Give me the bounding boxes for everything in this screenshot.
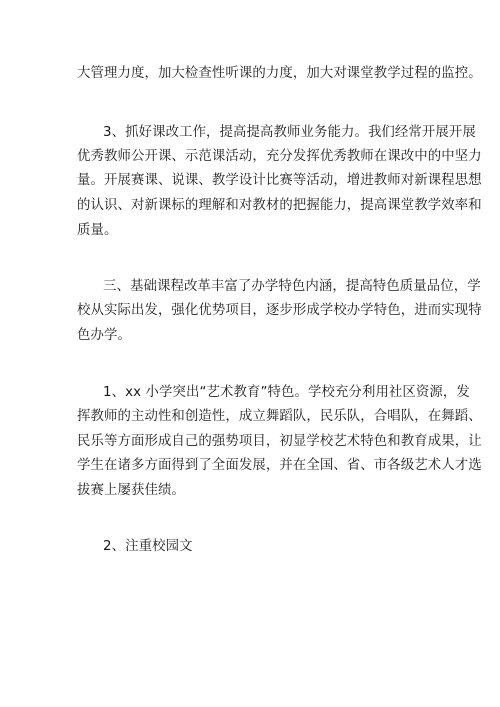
text-line-13: 学生在诸多方面得到了全面发展，并在全国、省、市各级艺术人才选 <box>77 458 482 473</box>
text-line-2: 3、抓好课改工作，提高提高教师业务能力。我们经常开展开展 <box>103 125 476 140</box>
text-line-1: 大管理力度，加大检查性听课的力度，加大对课堂教学过程的监控。 <box>77 66 482 81</box>
text-line-10: 1、xx 小学突出“艺术教育”特色。学校充分利用社区资源，发 <box>103 385 470 400</box>
text-line-7: 三、基础课程改革丰富了办学特色内涵，提高特色质量品位，学 <box>103 279 481 294</box>
text-line-14: 拔赛上屡获佳绩。 <box>77 483 185 498</box>
text-line-8: 校从实际出发，强化优势项目，逐步形成学校办学特色，进而实现特 <box>77 303 482 318</box>
text-line-12: 民乐等方面形成自己的强势项目，初显学校艺术特色和教育成果，让 <box>77 434 482 449</box>
text-line-15: 2、注重校园文 <box>103 539 193 554</box>
text-line-3: 优秀教师公开课、示范课活动，充分发挥优秀教师在课改中的中坚力 <box>77 149 482 164</box>
text-line-9: 色办学。 <box>77 328 131 343</box>
text-line-5: 的认识、对新课标的理解和对教材的把握能力，提高课堂教学效率和 <box>77 198 482 213</box>
text-line-11: 挥教师的主动性和创造性，成立舞蹈队，民乐队，合唱队，在舞蹈、 <box>77 409 482 424</box>
text-line-6: 质量。 <box>77 223 118 238</box>
text-line-4: 量。开展赛课、说课、教学设计比赛等活动，增进教师对新课程思想 <box>77 173 482 188</box>
